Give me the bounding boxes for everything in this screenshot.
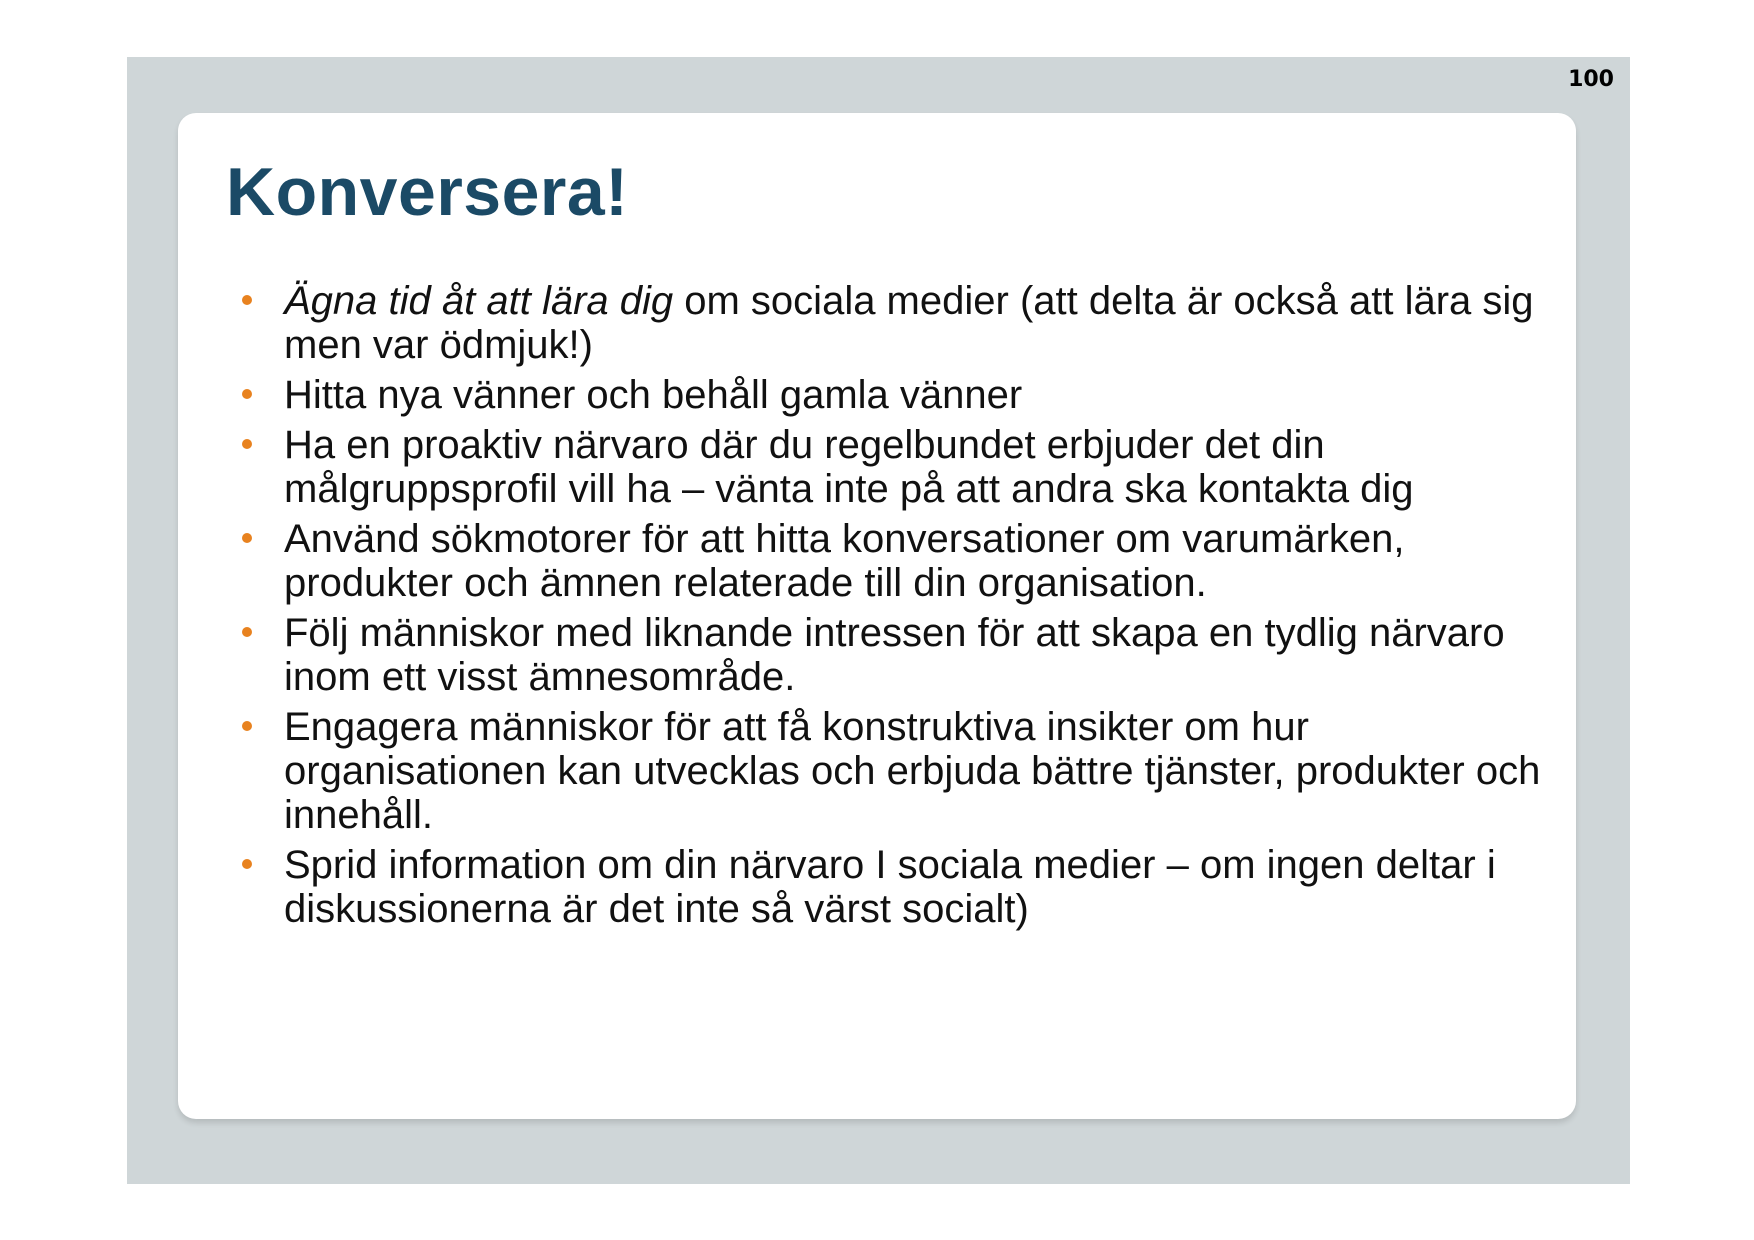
bullet-text: Följ människor med liknande intressen för att skapa en tydlig närvaro inom ett visst ämnesområde. (284, 611, 1505, 699)
bullet-dot-icon (242, 439, 252, 449)
page-number: 100 (1568, 67, 1614, 92)
slide-frame (127, 57, 1630, 1184)
bullet-italic-text: Ägna tid åt att lära dig (284, 279, 674, 323)
bullet-item (242, 423, 1552, 511)
bullet-item (242, 843, 1552, 931)
bullet-dot-icon (242, 859, 252, 869)
bullet-item (242, 373, 1552, 417)
bullet-dot-icon (242, 389, 252, 399)
bullet-item (242, 517, 1552, 605)
bullet-text: Ha en proaktiv närvaro där du regelbundet erbjuder det din målgruppsprofil vill ha – vänta inte på att andra ska kontakta dig (284, 423, 1414, 511)
bullet-dot-icon (242, 533, 252, 543)
bullet-text: Sprid information om din närvaro I sociala medier – om ingen deltar i diskussionerna är det inte så värst socialt) (284, 843, 1496, 931)
bullet-list (242, 279, 1552, 937)
bullet-text: Använd sökmotorer för att hitta konversationer om varumärken, produkter och ämnen relaterade till din organisation. (284, 517, 1405, 605)
bullet-item (242, 705, 1552, 837)
bullet-text: Hitta nya vänner och behåll gamla vänner (284, 373, 1023, 417)
slide-title: Konversera! (226, 154, 629, 230)
bullet-item (242, 611, 1552, 699)
bullet-item (242, 279, 1552, 367)
bullet-text: Engagera människor för att få konstruktiva insikter om hur organisationen kan utvecklas och erbjuda bättre tjänster, produkter och innehåll. (284, 705, 1541, 837)
bullet-dot-icon (242, 295, 252, 305)
bullet-text: om sociala medier (att delta är också att lära sig men var ödmjuk!) (284, 279, 1534, 367)
bullet-dot-icon (242, 721, 252, 731)
slide-card (178, 113, 1576, 1119)
bullet-dot-icon (242, 627, 252, 637)
